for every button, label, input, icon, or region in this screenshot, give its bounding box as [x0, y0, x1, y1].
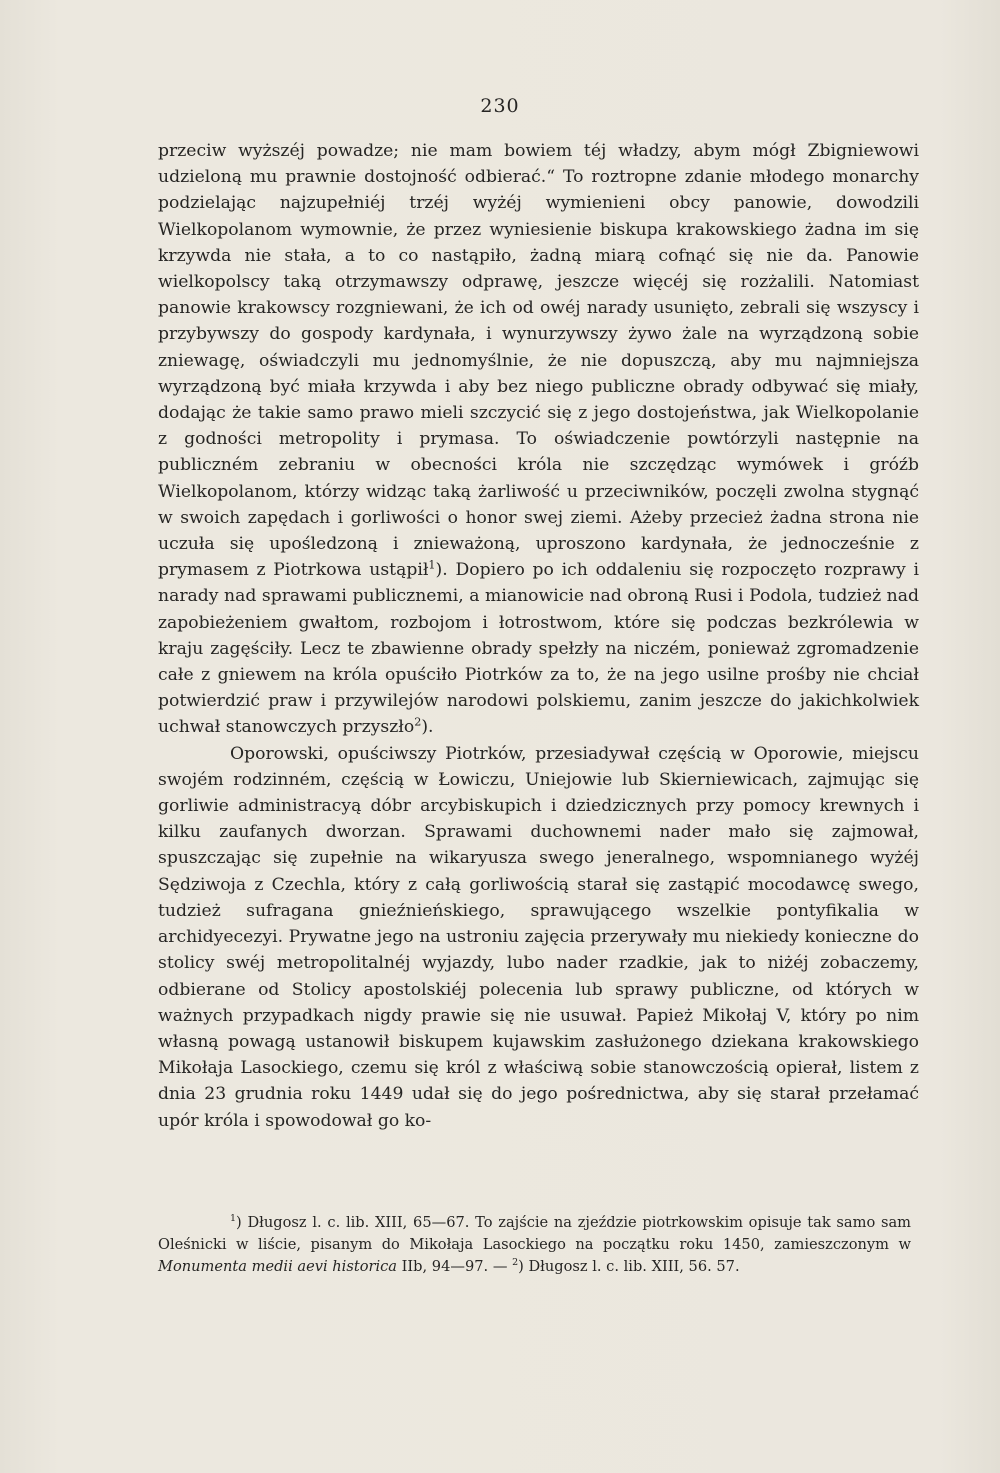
footnote-mark-1: 1	[230, 1213, 237, 1225]
footnotes	[158, 1212, 911, 1278]
footnote-mark-2: 2	[512, 1257, 519, 1269]
paragraph-1-middle: ). Dopiero po ich oddaleniu się rozpoczęto rozprawy i narady nad sprawami publicznemi, a mianowicie nad obroną Rusi i Podola, tudzież nad zapobieżeniem gwałtom, rozbojom i łotrostwom, które się podczas bezkrólewia w kraju zagęściły. Lecz te zbawienne obrady spełzły na niczém, ponieważ zgromadzenie całe z gniewem na króla opuściło Piotrków za to, że na jego usilne prośby nie chciał potwierdzić praw i przywilejów narodowi polskiemu, zanim jeszcze do jakichkolwiek uchwał stanowczych przyszło	[158, 560, 920, 738]
paragraph-2: Oporowski, opuściwszy Piotrków, przesiadywał częścią w Oporowie, miejscu swojém rodzinném, częścią w Łowiczu, Uniejowie lub Skierniewicach, zajmując się gorliwie administracyą dóbr arcybiskupich i dziedzicznych przy pomocy krewnych i kilku zaufanych dworzan. Sprawami duchownemi nader mało się zajmował, spuszczając się zupełnie na wikaryusza swego jeneralnego, wspomnianego wyżéj Sędziwoja z Czechla, który z całą gorliwością starał się zastąpić mocodawcę swego, tudzież sufragana gnieźnieńskiego, sprawującego wszelkie pontyfikalia w archidyecezyi. Prywatne jego na ustroniu zajęcia przerywały mu niekiedy konieczne do stolicy swéj metropolitalnéj wyjazdy, lubo nader rzadkie, jak to niżéj zobaczemy, odbierane od Stolicy apostolskiéj polecenia lub sprawy publiczne, od których w ważnych przypadkach nigdy prawie się nie usuwał. Papież Mikołaj V, który po nim własną powagą ustanowił biskupem kujawskim zasłużonego dziekana krakowskiego Mikołaja Lasockiego, czemu się król z właściwą sobie stanowczością opierał, listem z dnia 23 grudnia roku 1449 udał się do jego pośrednictwa, aby się starał przełamać upór króla i spowodował go ko-	[158, 743, 919, 1131]
footnote-1-text-end: IIb, 94—97. —	[397, 1258, 513, 1275]
main-text	[158, 138, 919, 1134]
footnote	[158, 1212, 911, 1278]
paragraph-1-text: przeciw wyższéj powadze; nie mam bowiem téj władzy, abym mógł Zbigniewowi udzieloną mu prawnie dostojność odbierać.“ To roztropne zdanie młodego monarchy podzielając najzupełniéj trzéj wyżéj wymienieni obcy panowie, dowodzili Wielkopolanom wymownie, że przez wyniesienie biskupa krakowskiego żadna im się krzywda nie stała, a to co nastąpiło, żadną miarą cofnąć się nie da. Panowie wielkopolscy taką otrzymawszy odprawę, jeszcze więcéj się rozżalili. Natomiast panowie krakowscy rozgniewani, że ich od owéj narady usunięto, zebrali się wszyscy i przybywszy do gospody kardynała, i wynurzywszy żywo żale na wyrządzoną sobie zniewagę, oświadczyli mu jednomyślnie, że nie dopuszczą, aby mu najmniejsza wyrządzoną być miała krzywda i aby bez niego publiczne obrady odbywać się miały, dodając że takie samo prawo mieli szczycić się z jego dostojeństwa, jak Wielkopolanie z godności metropolity i prymasa. To oświadczenie powtórzyli następnie na publiczném zebraniu w obecności króla nie szczędząc wymówek i gróźb Wielkopolanom, którzy widząc taką żarliwość u przeciwników, poczęli zwolna stygnąć w swoich zapędach i gorliwości o honor swej ziemi. Ażeby przecież żadna strona nie uczuła się upośledzoną i znieważoną, uproszono kardynała, że jednocześnie z prymasem z Piotrkowa ustąpił	[158, 141, 919, 581]
footnote-1-title: Monumenta medii aevi historica	[158, 1258, 398, 1275]
paragraph-1	[158, 138, 919, 741]
footnote-2-text: ) Długosz l. c. lib. XIII, 56. 57.	[518, 1258, 740, 1275]
footnote-ref-1: 1	[428, 558, 436, 572]
footnote-ref-2: 2	[414, 715, 422, 729]
footnote-1-text: ) Długosz l. c. lib. XIII, 65—67. To zajście na zjeździe piotrkowskim opisuje tak samo sam Oleśnicki w liście, pisanym do Mikołaja Lasockiego na początku roku 1450, zamieszczonym w	[158, 1214, 911, 1253]
page-number: 230	[480, 95, 520, 117]
paragraph-1-end: ).	[421, 717, 434, 738]
